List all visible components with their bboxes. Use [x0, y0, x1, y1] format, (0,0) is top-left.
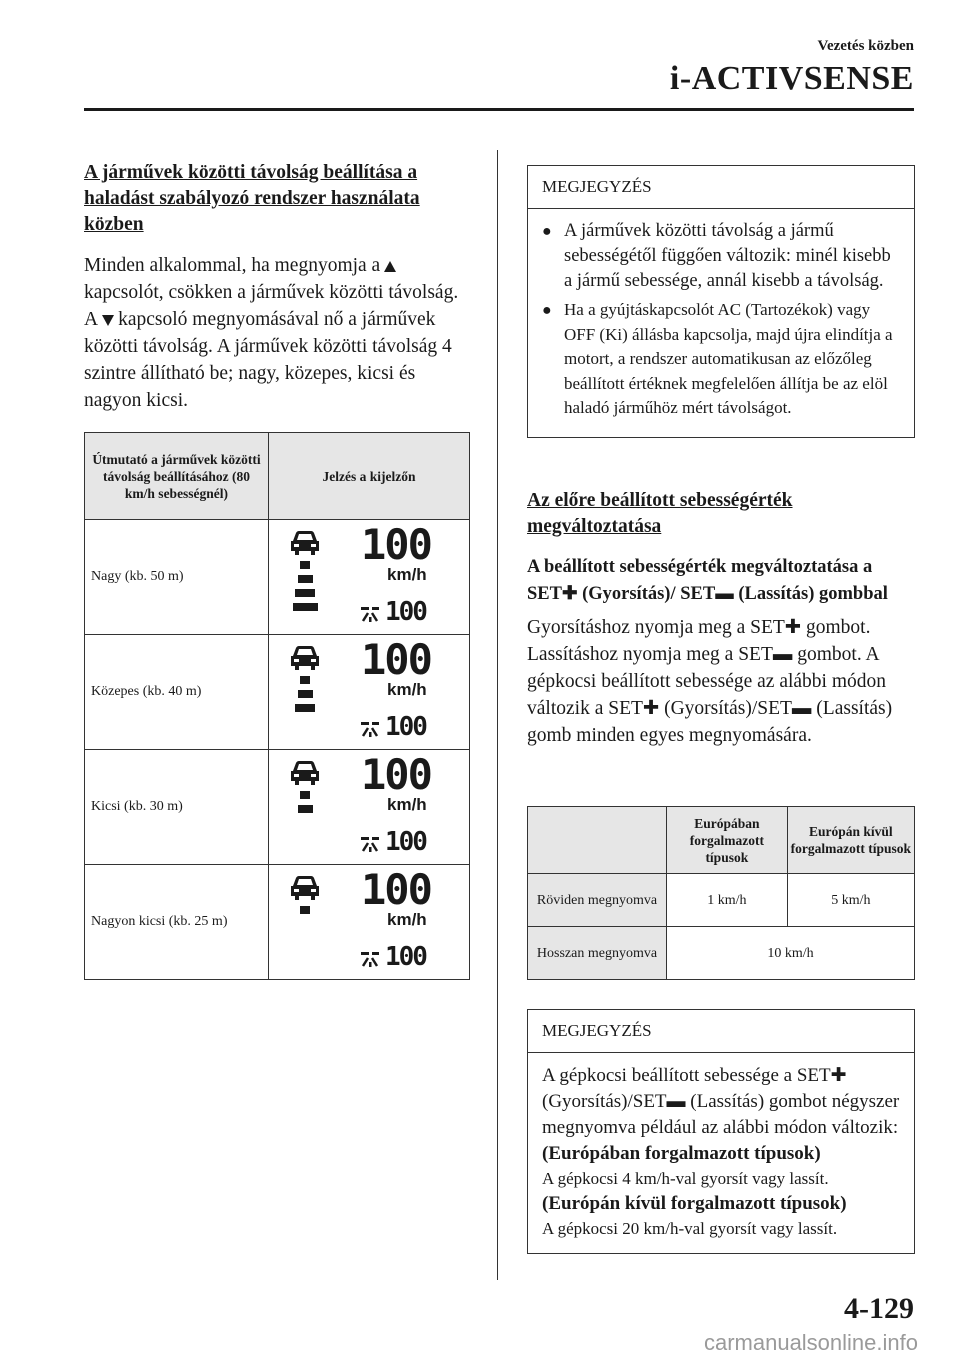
- set-speed-digits: 100: [385, 827, 426, 857]
- display-cell: [269, 520, 470, 635]
- speed-digits: 100: [361, 750, 431, 799]
- distance-label: Közepes (kb. 40 m): [85, 635, 269, 750]
- speed-table-header-eu: Európában forgalmazott típusok: [667, 807, 788, 874]
- distance-paragraph: [84, 252, 470, 414]
- note-body: [528, 209, 914, 437]
- table-row: [85, 865, 470, 980]
- vehicle-ahead-icon: [287, 529, 323, 557]
- table-row: [528, 874, 915, 927]
- list-item: [542, 219, 900, 294]
- distance-bar: [300, 676, 310, 684]
- distance-bar: [298, 690, 313, 698]
- distance-bar: [293, 603, 318, 611]
- vehicle-ahead-icon: [287, 644, 323, 672]
- table-row: [85, 635, 470, 750]
- header-rule: [84, 108, 914, 111]
- speed-unit: km/h: [387, 565, 427, 584]
- set-distance-icon: [359, 720, 381, 738]
- distance-label: Kicsi (kb. 30 m): [85, 750, 269, 865]
- distance-label: Nagyon kicsi (kb. 25 m): [85, 865, 269, 980]
- watermark: carmanualsonline.info: [703, 1330, 918, 1355]
- set-speed-digits: 100: [385, 942, 426, 972]
- vehicle-ahead-icon: [287, 874, 323, 902]
- bullet-icon: ●: [542, 302, 552, 319]
- set-distance-icon: [359, 835, 381, 853]
- note-noneu-text: A gépkocsi 20 km/h-val gyorsít vagy lassít.: [542, 1219, 838, 1238]
- note-body: [528, 1053, 914, 1253]
- triangle-up-icon: [384, 261, 396, 272]
- table-row: [85, 520, 470, 635]
- display-cell: [269, 750, 470, 865]
- row-label: Hosszan megnyomva: [528, 927, 667, 980]
- distance-table-header-display: Jelzés a kijelzőn: [269, 433, 470, 520]
- set-speed-digits: 100: [385, 597, 426, 627]
- distance-bar: [295, 704, 315, 712]
- speed-paragraph: Gyorsításhoz nyomja meg a SET✚ gombot. Lassításhoz nyomja meg a SET▬ gombot. A gépkocsi beállított sebessége az alábbi módon változik a SET✚ (Gyorsítás)/SET▬ (Lassítás) gomb minden egyes megnyomására.: [527, 617, 893, 746]
- list-item: [542, 298, 900, 421]
- display-cell: [269, 865, 470, 980]
- para-part3: kapcsoló megnyomásával nő a járművek közötti távolság. A járművek közötti távolság 4 szintre állítható be; nagy, közepes, kicsi és nagyon kicsi.: [84, 309, 452, 411]
- speed-section: [527, 488, 913, 749]
- vehicle-ahead-icon: [287, 759, 323, 787]
- note-heading: MEGJEGYZÉS: [528, 1010, 914, 1053]
- speed-unit: km/h: [387, 795, 427, 814]
- speed-digits: 100: [361, 520, 431, 569]
- cell-value: 5 km/h: [787, 874, 914, 927]
- bullet-icon: ●: [542, 223, 552, 240]
- para-part2: kapcsolót, csökken a járművek közötti távolság. A: [84, 282, 459, 330]
- speed-subheading: A beállított sebességérték megváltoztatása a SET✚ (Gyorsítás)/ SET▬ (Lassítás) gombbal: [527, 557, 888, 604]
- note-text: A gépkocsi beállított sebessége a SET✚ (Gyorsítás)/SET▬ (Lassítás) gombot négyszer megnyomva például az alábbi módon változik:: [542, 1065, 900, 1138]
- note-eu-text: A gépkocsi 4 km/h-val gyorsít vagy lassít.: [542, 1169, 829, 1188]
- set-speed-digits: 100: [385, 712, 426, 742]
- distance-bar: [300, 561, 310, 569]
- speed-table: [527, 806, 915, 980]
- note-box-2: [527, 1009, 915, 1254]
- triangle-down-icon: [102, 315, 114, 326]
- speed-table-header-noneu: Európán kívül forgalmazott típusok: [787, 807, 914, 874]
- left-column: [84, 160, 470, 414]
- distance-table: [84, 432, 470, 980]
- distance-bar: [298, 575, 313, 583]
- section-title: i-ACTIVSENSE: [669, 60, 914, 97]
- section-subtitle: Vezetés közben: [817, 38, 914, 54]
- note-box-1: [527, 165, 915, 438]
- table-row: [85, 750, 470, 865]
- para-part1: Minden alkalommal, ha megnyomja a: [84, 255, 381, 276]
- distance-label: Nagy (kb. 50 m): [85, 520, 269, 635]
- distance-bar: [295, 589, 315, 597]
- cell-value: 1 km/h: [667, 874, 788, 927]
- set-distance-icon: [359, 950, 381, 968]
- page-number: 4-129: [844, 1292, 914, 1325]
- speed-digits: 100: [361, 865, 431, 914]
- distance-bar: [300, 906, 310, 914]
- set-distance-icon: [359, 605, 381, 623]
- display-cell: [269, 635, 470, 750]
- note-eu-heading: (Európában forgalmazott típusok): [542, 1143, 821, 1164]
- note-bullet-text: Ha a gyújtáskapcsolót AC (Tartozékok) vagy OFF (Ki) állásba kapcsolja, majd újra elindítja a motort, a rendszer automatikusan az előzőleg beállított értéknek megfelelően állítja be az elöl haladó járműhöz mért távolságot.: [564, 300, 893, 417]
- distance-heading: A járművek közötti távolság beállítása a haladást szabályozó rendszer használata közben: [84, 162, 420, 235]
- row-label: Röviden megnyomva: [528, 874, 667, 927]
- table-row: [528, 927, 915, 980]
- distance-table-header-guide: Útmutató a járművek közötti távolság beállításához (80 km/h sebességnél): [85, 433, 269, 520]
- note-noneu-heading: (Európán kívül forgalmazott típusok): [542, 1193, 847, 1214]
- distance-bar: [298, 805, 313, 813]
- speed-unit: km/h: [387, 680, 427, 699]
- note-bullet-text: A járművek közötti távolság a jármű sebességétől függően változik: minél kisebb a jármű sebessége, annál kisebb a távolság.: [564, 221, 891, 291]
- speed-unit: km/h: [387, 910, 427, 929]
- speed-heading: Az előre beállított sebességérték megváltoztatása: [527, 490, 793, 537]
- column-divider: [497, 150, 498, 1280]
- speed-table-corner: [528, 807, 667, 874]
- distance-bar: [300, 791, 310, 799]
- note-heading: MEGJEGYZÉS: [528, 166, 914, 209]
- cell-value: 10 km/h: [667, 927, 915, 980]
- speed-digits: 100: [361, 635, 431, 684]
